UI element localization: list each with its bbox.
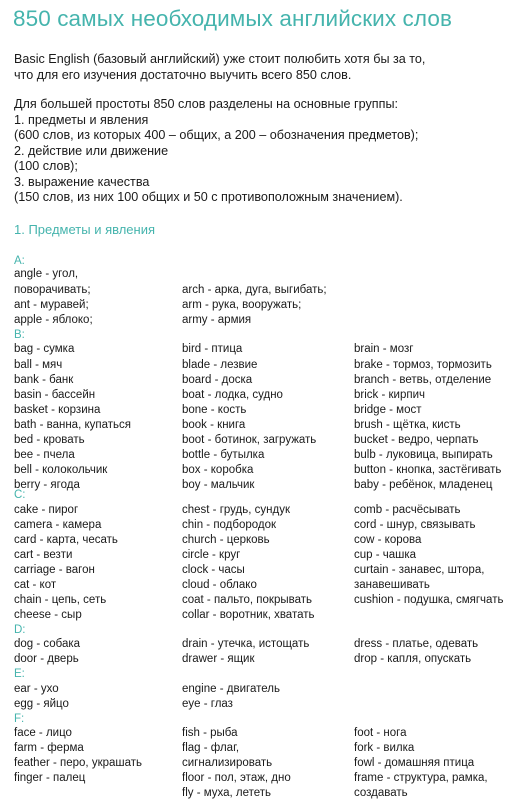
word-entry: branch - ветвь, отделение [354,374,492,386]
word-entry: dress - платье, одевать [354,638,479,650]
word-entry: fowl - домашняя птица [354,757,475,769]
word-entry: cushion - подушка, смягчать [354,594,504,606]
word-entry: door - дверь [14,653,79,665]
word-entry: chain - цепь, сеть [14,594,107,606]
word-entry: circle - круг [182,549,241,561]
word-entry: church - церковь [182,534,270,546]
word-entry: bell - колокольчик [14,464,108,476]
intro-line: 1. предметы и явления [14,112,149,127]
word-entry: face - лицо [14,727,72,739]
word-entry: farm - ферма [14,742,84,754]
word-entry: brake - тормоз, тормозить [354,359,492,371]
word-entry: ball - мяч [14,359,63,371]
word-entry: bulb - луковица, выпирать [354,449,493,461]
page-title: 850 самых необходимых английских слов [13,6,453,31]
word-entry: basin - бассейн [14,389,96,401]
section-title: 1. Предметы и явления [14,222,156,237]
word-entry: drop - капля, опускать [354,653,472,665]
intro-line: (150 слов, из них 100 общих и 50 с противоположным значением). [14,190,403,204]
word-entry: board - доска [182,374,253,386]
word-entry: arm - рука, вооружать; [182,299,302,311]
word-entry: fish - рыба [182,727,238,739]
word-entry: bag - сумка [14,343,75,355]
word-entry: boy - мальчик [182,479,255,491]
word-entry: box - коробка [182,464,254,476]
letter-heading: E: [14,668,25,680]
word-entry: cord - шнур, связывать [354,519,476,531]
word-entry: сигнализировать [182,757,273,769]
intro-line: Basic English (базовый английский) уже стоит полюбить хотя бы за то, [14,52,426,66]
word-entry: egg - яйцо [14,698,69,710]
word-entry: feather - перо, украшать [14,757,143,769]
word-entry: создавать [354,787,408,799]
word-entry: bone - кость [182,404,247,416]
word-entry: arch - арка, дуга, выгибать; [182,284,327,296]
word-entry: foot - нога [354,727,407,739]
word-entry: cloud - облако [182,579,257,591]
word-entry: angle - угол, [14,268,79,280]
word-entry: bath - ванна, купаться [14,419,131,431]
word-entry: engine - двигатель [182,683,280,695]
intro-line: 2. действие или движение [14,143,169,158]
word-entry: berry - ягода [14,479,80,491]
word-entry: bird - птица [182,343,243,355]
word-entry: drain - утечка, истощать [182,638,310,650]
word-entry: fork - вилка [354,742,415,754]
word-entry: chest - грудь, сундук [182,504,290,516]
word-entry: finger - палец [14,772,86,784]
letter-heading: D: [14,624,26,636]
word-entry: bee - пчела [14,449,75,461]
word-entry: baby - ребёнок, младенец [354,479,493,491]
word-entry: cart - везти [14,549,73,561]
word-entry: camera - камера [14,519,102,531]
word-entry: занавешивать [354,579,430,591]
word-entry: drawer - ящик [182,653,255,665]
letter-heading: B: [14,329,25,341]
word-entry: apple - яблоко; [14,314,93,326]
word-entry: bridge - мост [354,404,422,416]
word-entry: cat - кот [14,579,57,591]
word-entry: collar - воротник, хватать [182,609,315,621]
word-entry: bed - кровать [14,434,85,446]
intro-paragraph-2 [14,97,524,206]
word-entry: button - кнопка, застёгивать [354,464,502,476]
word-entry: coat - пальто, покрывать [182,594,313,606]
word-entry: cup - чашка [354,549,417,561]
word-entry: card - карта, чесать [14,534,118,546]
word-entry: cheese - сыр [14,609,82,621]
word-entry: clock - часы [182,564,245,576]
word-entry: carriage - вагон [14,564,95,576]
word-entry: comb - расчёсывать [354,504,461,516]
word-entry: brain - мозг [354,343,414,355]
word-entry: ant - муравей; [14,299,89,311]
intro-line: Для большей простоты 850 слов разделены на основные группы: [14,97,398,111]
word-entry: boat - лодка, судно [182,389,283,401]
word-entry: eye - глаз [182,698,233,710]
word-entry: book - книга [182,419,246,431]
word-entry: floor - пол, этаж, дно [182,772,291,784]
word-entry: dog - собака [14,638,81,650]
letter-heading: A: [14,255,25,267]
word-entry: curtain - занавес, штора, [354,564,485,576]
word-entry: brick - кирпич [354,389,425,401]
intro-line: (100 слов); [14,159,78,173]
word-entry: brush - щётка, кисть [354,419,461,431]
word-entry: поворачивать; [14,284,91,296]
word-entry: bank - банк [14,374,74,386]
word-entry: basket - корзина [14,404,101,416]
word-entry: boot - ботинок, загружать [182,434,317,446]
intro-paragraph-1 [14,52,524,83]
word-entry: chin - подбородок [182,519,277,531]
letter-heading: F: [14,713,25,725]
word-entry: bucket - ведро, черпать [354,434,479,446]
word-entry: blade - лезвие [182,359,258,371]
word-entry: cow - корова [354,534,422,546]
word-entry: bottle - бутылка [182,449,265,461]
word-entry: flag - флаг, [182,742,240,754]
word-entry: army - армия [182,314,252,326]
word-entry: fly - муха, лететь [182,787,272,799]
intro-line: 3. выражение качества [14,174,150,189]
word-entry: frame - структура, рамка, [354,772,488,784]
word-entry: ear - ухо [14,683,59,695]
intro-line: (600 слов, из которых 400 – общих, а 200 – обозначения предметов); [14,128,419,142]
letter-heading: C: [14,489,26,501]
word-entry: cake - пирог [14,504,79,516]
intro-line: что для его изучения достаточно выучить всего 850 слов. [14,67,352,82]
